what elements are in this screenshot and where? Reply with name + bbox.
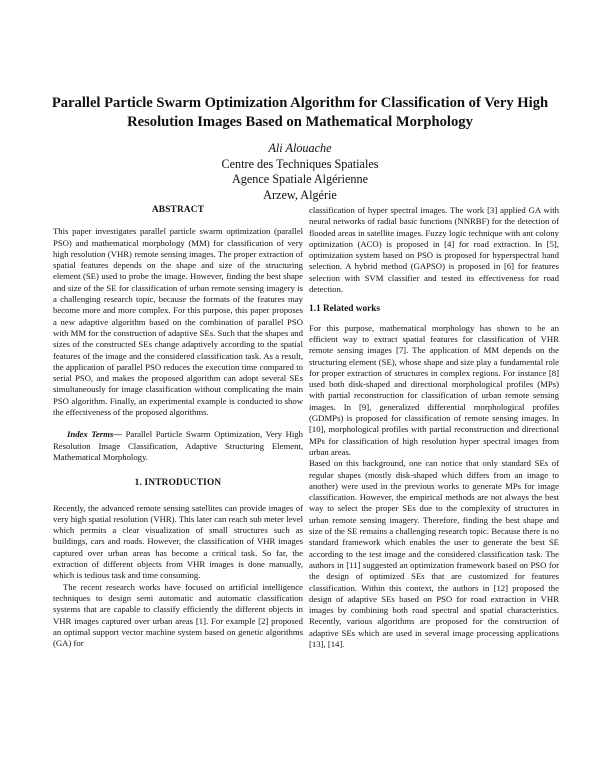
introduction-heading: 1. INTRODUCTION	[134, 478, 222, 489]
intro-paragraph-2: The recent research works have focused on artificial intelligence techniques to design semi automatic and automatic classification systems that are capable to classify efficiently the different objects in VHR images captured over urban areas [1]. For example [2] proposed an optimal support vector machine system based on genetic algorithms (GA) for	[53, 581, 303, 649]
index-terms-label: Index Terms—	[67, 429, 122, 440]
affiliation-line: Arzew, Algérie	[263, 187, 337, 202]
author-name: Ali Alouache	[268, 141, 332, 155]
abstract-text: This paper investigates parallel particle swarm optimization (parallel PSO) and mathematical morphology (MM) for classification of very high resolution (VHR) remote sensing images. The proper extraction of spatial features depends on the shape and size of the structuring element (SE) used to probe the image. However, finding the best shape and size of the SE for classification of urban remote sensing imagery is a challenging research topic, because the formats of the features may become more and more complex. For this purpose, this paper proposes a new adaptive algorithm based on the combination of parallel PSO with MM for the construction of adaptive SEs. Such that the shapes and sizes of the constructed SEs change adaptively according to the spatial features of the image and the considered classification task. As a result, the application of parallel PSO reduces the execution time compared to serial PSO, and makes the proposed algorithm can adopt several SEs simultaneously for image classification without complicating the main PSO algorithm. Finally, an experimental example is conducted to show the effectiveness of the proposed algorithms.	[53, 226, 303, 418]
abstract-heading: ABSTRACT	[151, 205, 205, 215]
intro-paragraph-2-continued: classification of hyper spectral images. The work [3] applied GA with neural networks of radial basic functions (NNRBF) for the detection of flooded areas in satellite images. Fuzzy logic technique with ant colony optimization (ACO) is proposed in [4] for road extraction. In [5], optimization system based on PSO is proposed for hyperspectral band selection. A hybrid method (GAPSO) is proposed in [6] for features selection with SVM classifier and tested its effectiveness for road detection.	[309, 205, 559, 295]
left-column	[53, 205, 303, 649]
index-terms	[53, 429, 303, 463]
related-works-heading: 1.1 Related works	[309, 304, 381, 315]
related-works-paragraph-2: Based on this background, one can notice that only standard SEs of regular shapes (mostly disk-shaped which differs from an image to another) were used in the previous works to generate MPs for image classification. However, the empirical methods are not always the best way to select the proper SEs due to the complexity of structures in urban remote sensing imagery. Therefore, finding the best shape and size of the SE remains a challenging research topic. Because there is no standard framework which enables the user to generate the best SE according to the test image and the considered classification task. The authors in [11] suggested an optimization framework based on PSO for the design of optimized SEs that are customized for features classification. Within this context, the authors in [12] proposed the design of adaptive SEs based on PSO for road extraction in VHR images by combining both road spectral and spatial characteristics. Recently, various algorithms are proposed for the construction of adaptive SEs which are used in several image processing applications [13], [14].	[309, 458, 559, 649]
paper-title: Parallel Particle Swarm Optimization Algorithm for Classification of Very High Resolution Images Based on Mathematical Morphology	[51, 95, 549, 130]
right-column	[309, 205, 559, 650]
related-works-paragraph-1: For this purpose, mathematical morphology has shown to be an efficient way to extract spatial features for classification of VHR remote sensing images [7]. The application of MM depends on the structuring element (SE), whose shape and size play a fundamental role for proper extraction of structures in complex regions. For instance [8] used both disk-shaped and directional morphological profiles (MPs) with partial reconstruction for classification of urban remote sensing images. In [9], generalized differential morphological profiles (GDMPs) is proposed for classification of remote sensing images. In [10], morphological profiles with partial reconstruction and directional MPs for classification of high resolution hyper spectral images from urban areas.	[309, 322, 559, 457]
affiliation-line: Agence Spatiale Algérienne	[231, 172, 369, 186]
affiliation-line: Centre des Techniques Spatiales	[221, 156, 379, 171]
author-block	[150, 141, 450, 203]
index-terms-text: Parallel Particle Swarm Optimization, Very High Resolution Image Classification, Adaptive Structuring Element, Mathematical Morphology.	[53, 429, 303, 462]
intro-paragraph-1: Recently, the advanced remote sensing satellites can provide images of very high spatial resolution (VHR). This later can reach sub meter level which permits a clear visualization of small structures such as buildings, cars and roads. However, the classification of VHR images captured over urban areas has become a critical task. So far, the extraction of different objects from VHR images is done manually, which is tedious task and time consuming.	[53, 502, 303, 581]
